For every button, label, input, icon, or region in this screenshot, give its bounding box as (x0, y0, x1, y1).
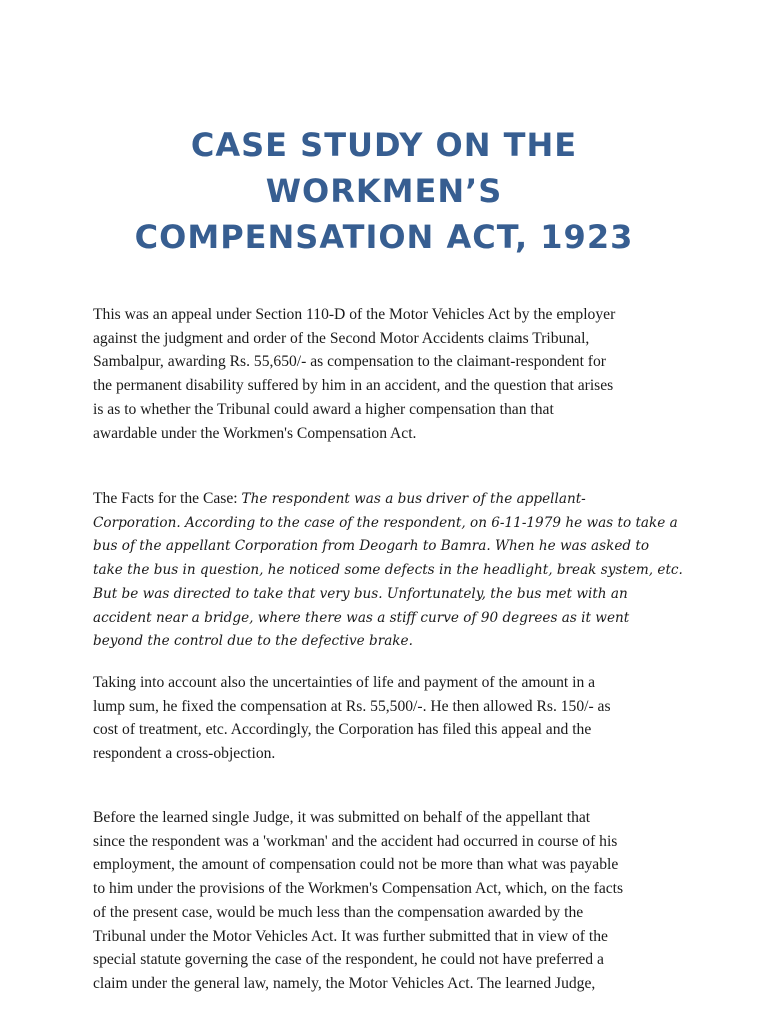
text-line: special statute governing the case of the respondent, he could not have preferred a (93, 951, 604, 969)
text-line (93, 487, 683, 512)
title-line: WORKMEN’S (265, 172, 503, 210)
text-line: to him under the provisions of the Workmen's Compensation Act, which, on the facts (93, 880, 624, 898)
text-line: accident near a bridge, where there was a stiff curve of 90 degrees as it went (93, 609, 630, 626)
text-line: Tribunal under the Motor Vehicles Act. It was further submitted that in view of the (93, 927, 608, 945)
title-line: CASE STUDY ON THE (190, 126, 578, 164)
text-line: lump sum, he fixed the compensation at Rs. 55,500/-. He then allowed Rs. 150/- as (93, 697, 611, 715)
text-line: is as to whether the Tribunal could award a higher compensation than that (93, 400, 554, 418)
text-line: cost of treatment, etc. Accordingly, the Corporation has filed this appeal and the (93, 721, 592, 739)
facts-lead: The Facts for the Case: (93, 490, 242, 507)
title-line: COMPENSATION ACT, 1923 (134, 218, 634, 256)
document-title (120, 122, 648, 260)
paragraph-compensation (93, 671, 683, 766)
text-line: the permanent disability suffered by him in an accident, and the question that arises (93, 377, 614, 395)
text-line: against the judgment and order of the Second Motor Accidents claims Tribunal, (93, 329, 590, 347)
text-line: Corporation. According to the case of the respondent, on 6-11-1979 he was to take a (93, 514, 678, 531)
text-line: Sambalpur, awarding Rs. 55,650/- as compensation to the claimant-respondent for (93, 353, 606, 371)
text-line: employment, the amount of compensation could not be more than what was payable (93, 856, 619, 874)
paragraph-facts (93, 487, 683, 654)
text-line: claim under the general law, namely, the Motor Vehicles Act. The learned Judge, (93, 974, 596, 992)
text-line: Before the learned single Judge, it was submitted on behalf of the appellant that (93, 809, 591, 826)
text-line: bus of the appellant Corporation from Deogarh to Bamra. When he was asked to (93, 538, 650, 555)
text-line: awardable under the Workmen's Compensation Act. (93, 424, 417, 442)
text-line: Taking into account also the uncertainties of life and payment of the amount in a (93, 674, 596, 691)
facts-italic-text: The respondent was a bus driver of the appellant- (241, 491, 586, 507)
text-line: since the respondent was a 'workman' and the accident had occurred in course of his (93, 832, 618, 850)
text-line: respondent a cross-objection. (93, 745, 276, 763)
text-line: of the present case, would be much less than the compensation awarded by the (93, 903, 584, 921)
text-line: But be was directed to take that very bus. Unfortunately, the bus met with an (93, 585, 628, 602)
text-line: beyond the control due to the defective brake. (93, 633, 413, 650)
text-line: This was an appeal under Section 110-D of the Motor Vehicles Act by the employer (93, 306, 616, 323)
paragraph-appeal-intro (93, 303, 683, 445)
paragraph-single-judge (93, 806, 683, 996)
text-line: take the bus in question, he noticed some defects in the headlight, break system, etc. (93, 562, 683, 579)
